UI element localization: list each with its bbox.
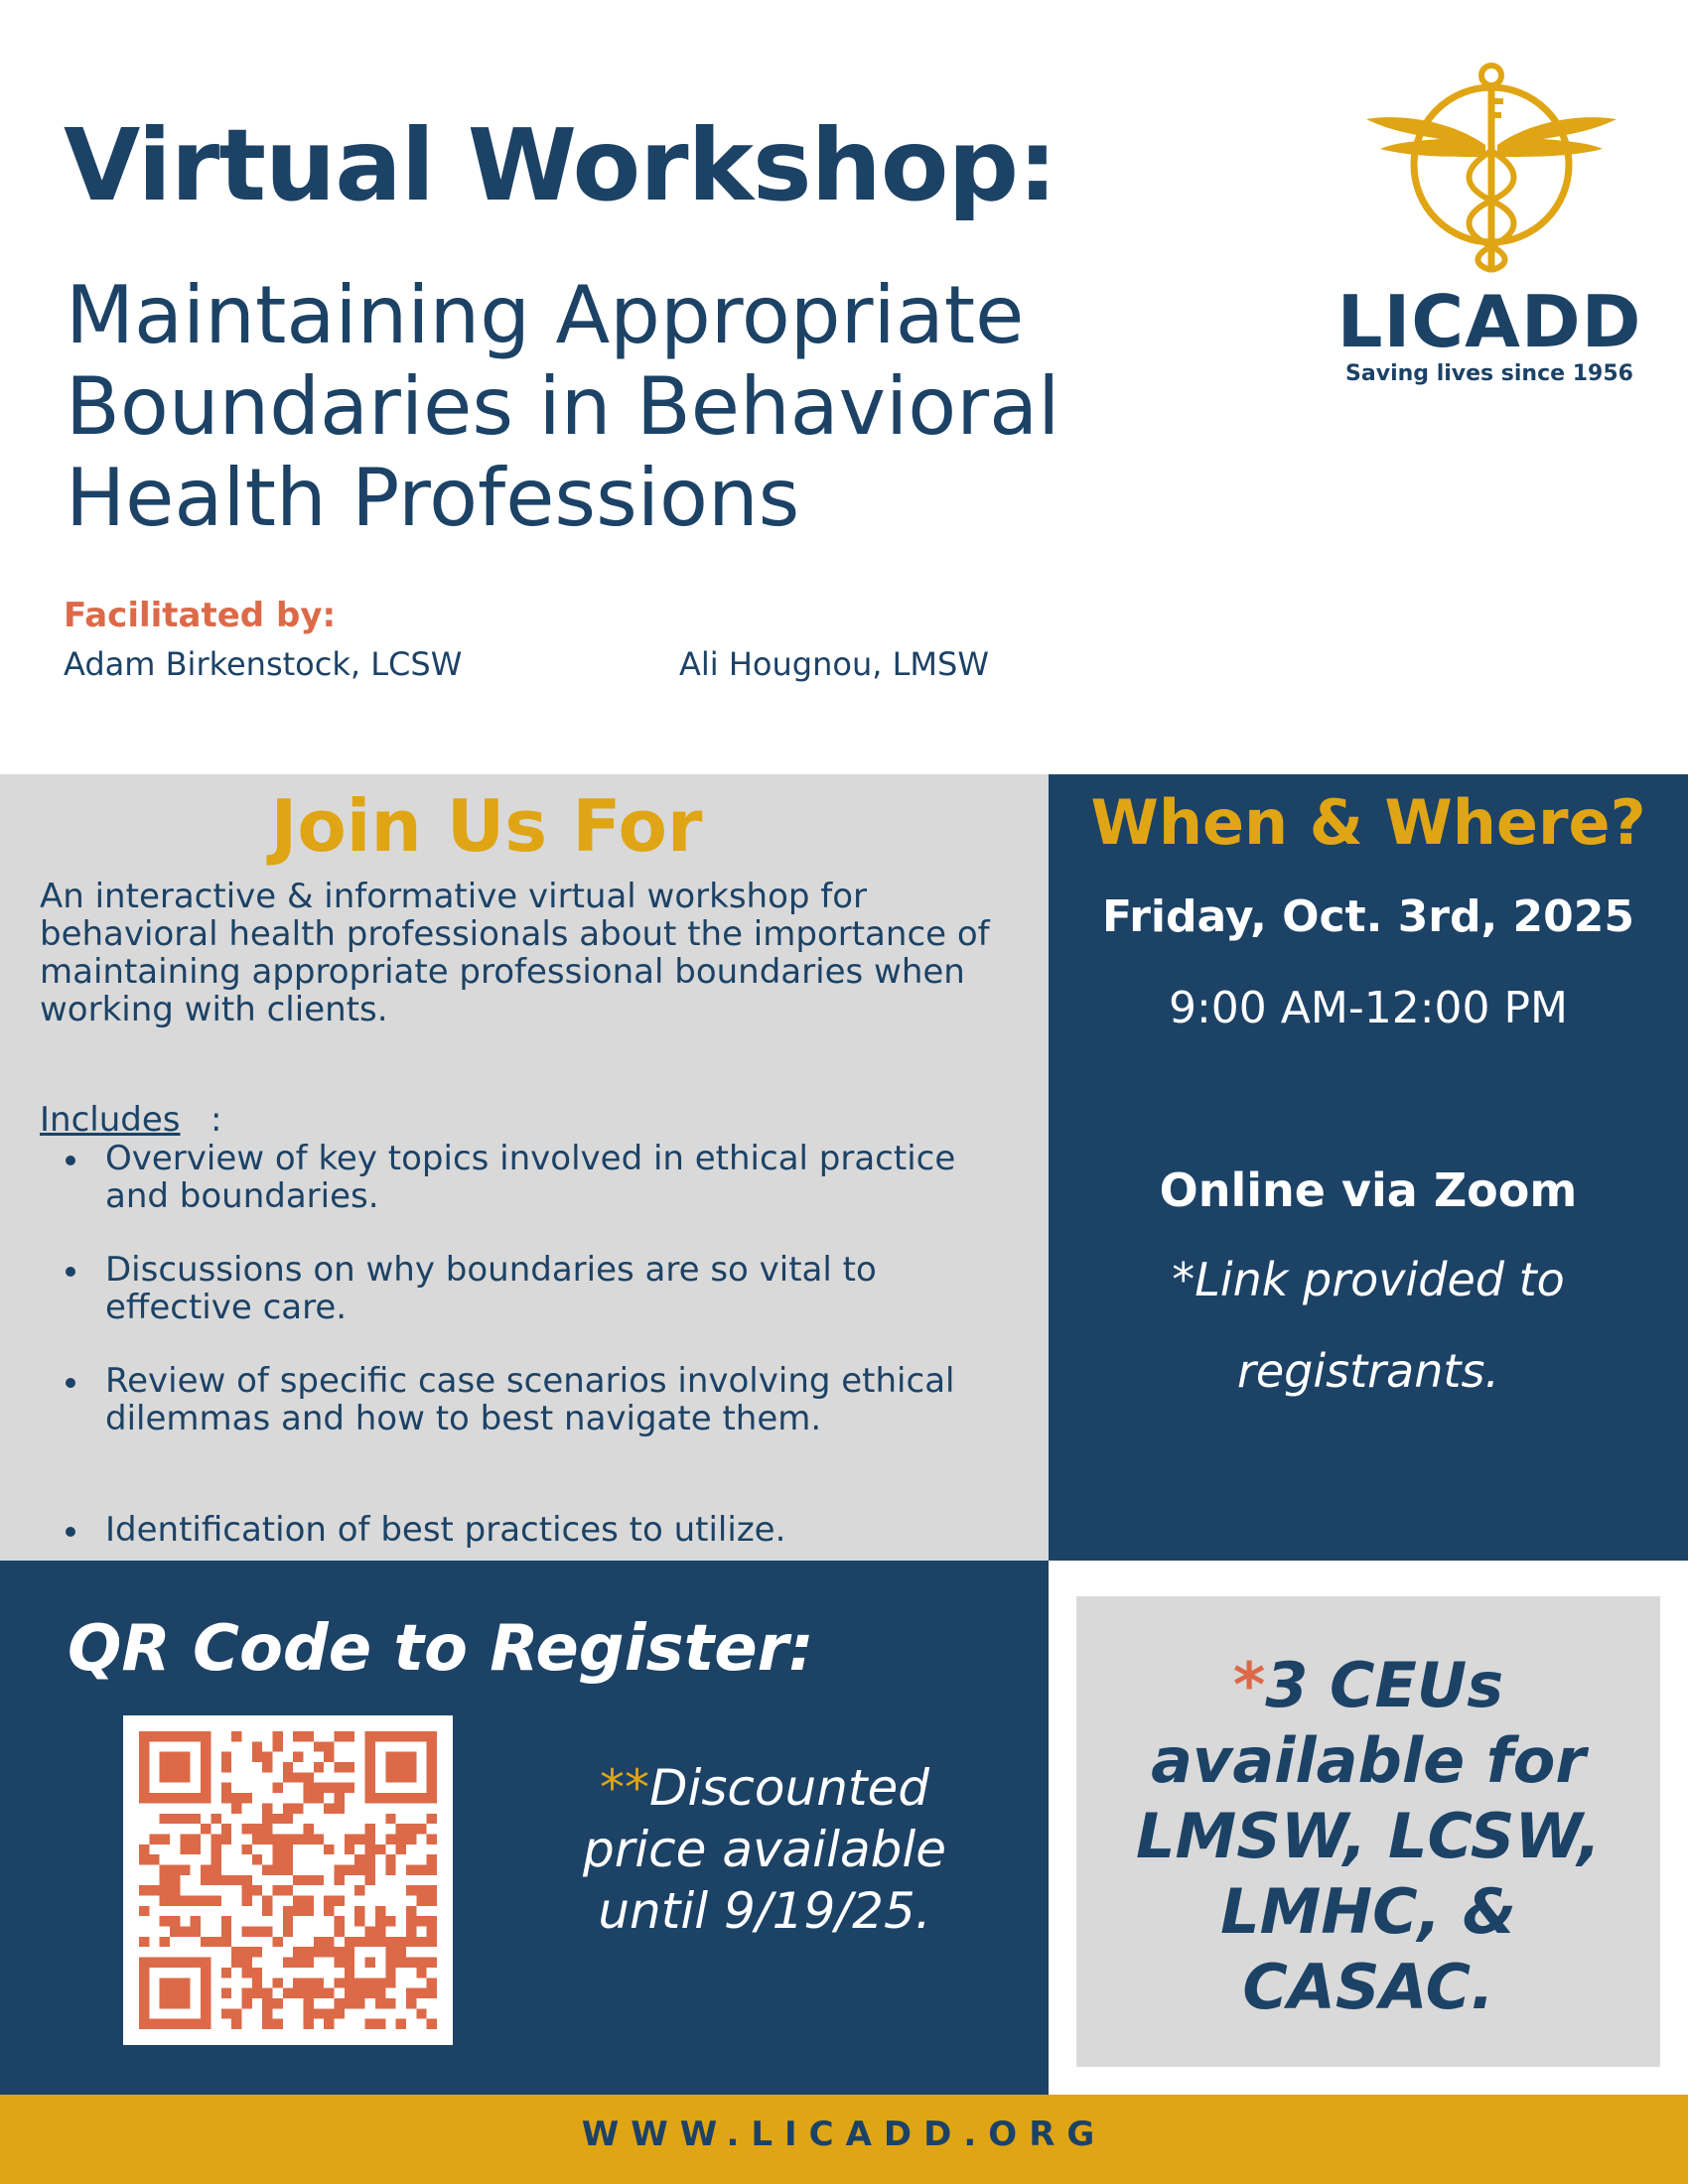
list-item — [66, 1140, 1019, 1215]
ceu-star: * — [1232, 1649, 1266, 1721]
facilitator-1: Adam Birkenstock, LCSW — [64, 645, 463, 683]
bullet-icon — [66, 1378, 75, 1388]
page-subtitle: Maintaining Appropriate Boundaries in Behavioral Health Professions — [66, 269, 1060, 544]
join-description: An interactive & informative virtual workshop for behavioral health professionals about the importance of maintaining appropriate professional boundaries when working with clients. — [40, 877, 990, 1029]
bullet-icon — [66, 1527, 75, 1537]
event-date: Friday, Oct. 3rd, 2025 — [1101, 891, 1634, 942]
ceu-note — [1090, 1648, 1646, 2025]
discount-text: Discounted price available until 9/19/25. — [582, 1759, 946, 1940]
qr-code[interactable] — [139, 1731, 437, 2029]
facilitated-label: Facilitated by: — [64, 596, 337, 635]
qr-title: QR Code to Register: — [68, 1612, 814, 1686]
discount-note — [556, 1757, 973, 1942]
bullet-icon — [66, 1267, 75, 1277]
includes-label: Includes — [40, 1100, 181, 1140]
join-title: Join Us For — [270, 784, 703, 868]
facilitator-2: Ali Hougnou, LMSW — [679, 645, 989, 683]
bullet-icon — [66, 1156, 75, 1165]
event-location: Online via Zoom — [1159, 1163, 1578, 1217]
link-note: *Link provided to — [1172, 1253, 1565, 1306]
logo-wordmark: LICADD — [1336, 280, 1642, 363]
website-link[interactable]: WWW.LICADD.ORG — [581, 2115, 1107, 2154]
includes-colon: : — [211, 1100, 222, 1140]
discount-star: ** — [599, 1759, 649, 1817]
link-note-registrants: registrants. — [1236, 1344, 1500, 1398]
list-item-text: Review of specific case scenarios involving ethical dilemmas and how to best navigate them. — [105, 1361, 955, 1438]
list-item — [66, 1251, 1019, 1326]
list-item-text: Discussions on why boundaries are so vital to effective care. — [105, 1250, 877, 1327]
logo-tagline: Saving lives since 1956 — [1345, 361, 1633, 386]
list-item — [66, 1511, 1019, 1549]
page-title: Virtual Workshop: — [64, 107, 1057, 223]
list-item-text: Overview of key topics involved in ethical practice and boundaries. — [105, 1139, 956, 1216]
ceu-text: 3 CEUs available for LMSW, LCSW, LMHC, & CASAC. — [1136, 1649, 1601, 2023]
when-where-title: When & Where? — [1090, 786, 1646, 859]
event-time: 9:00 AM-12:00 PM — [1168, 983, 1568, 1033]
list-item — [66, 1362, 1019, 1437]
list-item-text: Identification of best practices to utilize. — [105, 1510, 786, 1550]
